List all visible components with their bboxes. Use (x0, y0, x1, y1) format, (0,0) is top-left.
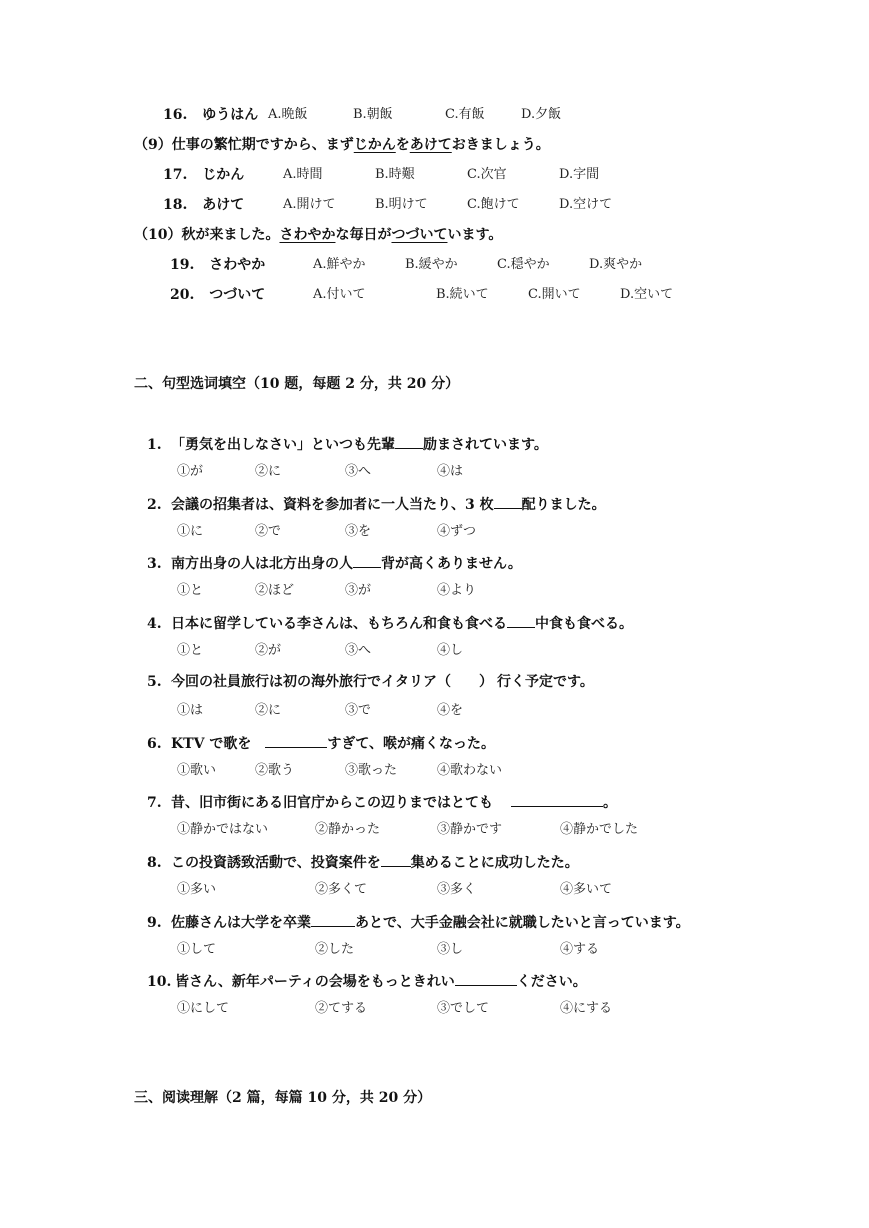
sentence-text: おきましょう。 (451, 137, 550, 153)
option-a: A.開けて (283, 197, 336, 212)
question-number: 4. (147, 616, 162, 632)
grammar-question-8 (147, 852, 579, 872)
option-a: A.付いて (313, 287, 366, 302)
choice-4[interactable]: ④し (437, 643, 464, 658)
question-word: あけて (202, 197, 245, 213)
question-stem: すぎて、喉が痛くなった。 (327, 736, 496, 752)
question-stem: 中食も食べる。 (535, 616, 633, 632)
sentence-text: います。 (447, 227, 503, 243)
answer-blank[interactable] (395, 434, 423, 449)
answer-blank[interactable] (265, 733, 327, 748)
choice-2[interactable]: ②静かった (315, 822, 381, 837)
question-stem: 「勇気を出しなさい」といつも先輩 (171, 437, 395, 453)
answer-blank[interactable] (507, 613, 535, 628)
sentence-text: （10）秋が来ました。 (134, 227, 280, 243)
option-b: B.続いて (436, 287, 489, 302)
question-stem: 昔、旧市街にある旧官庁からこの辺りまではとても (171, 795, 493, 811)
question-stem: 日本に留学している李さんは、もちろん和食も食べる (171, 616, 507, 632)
option-c: C.開いて (528, 287, 581, 302)
answer-blank[interactable] (494, 494, 522, 509)
question-number: 19. (170, 257, 195, 273)
answer-blank[interactable] (511, 792, 603, 807)
question-stem: あとで、大手金融会社に就職したいと言っています。 (355, 915, 690, 931)
option-b: B.明けて (375, 197, 428, 212)
choice-1[interactable]: ①と (177, 643, 204, 658)
option-d: D.爽やか (589, 257, 643, 272)
choice-3[interactable]: ③を (345, 524, 372, 539)
question-number: 20. (170, 287, 195, 303)
answer-blank[interactable] (311, 912, 355, 927)
answer-blank[interactable] (455, 971, 517, 986)
question-number: 18. (163, 197, 188, 213)
choice-3[interactable]: ③が (345, 583, 372, 598)
choice-2[interactable]: ②多くて (315, 882, 368, 897)
question-stem: KTV で歌を (171, 736, 252, 752)
grammar-question-5 (147, 673, 594, 691)
choice-1[interactable]: ①が (177, 464, 204, 479)
option-c: C.次官 (467, 167, 507, 182)
option-c: C.穏やか (497, 257, 550, 272)
choice-3[interactable]: ③で (345, 703, 372, 718)
question-stem: 集めることに成功したた。 (410, 855, 579, 871)
grammar-question-6 (147, 733, 495, 753)
answer-blank[interactable] (381, 852, 411, 867)
option-d: D.空けて (559, 197, 613, 212)
choice-4[interactable]: ④静かでした (560, 822, 639, 837)
section-2-title: 二、句型选词填空（10 题，每题 2 分，共 20 分） (134, 376, 460, 392)
option-a: A.晩飯 (268, 107, 308, 122)
question-17 (163, 166, 244, 184)
question-stem: 。 (603, 795, 617, 811)
sentence-text: （9）仕事の繁忙期ですから、まず (134, 137, 354, 153)
answer-blank[interactable] (353, 553, 381, 568)
grammar-question-4 (147, 613, 633, 633)
choice-1[interactable]: ①多い (177, 882, 217, 897)
question-19 (170, 256, 265, 274)
choice-1[interactable]: ①は (177, 703, 204, 718)
question-number: 6. (147, 736, 162, 752)
choice-3[interactable]: ③静かです (437, 822, 503, 837)
choice-2[interactable]: ②歌う (255, 763, 295, 778)
choice-4[interactable]: ④ずつ (437, 524, 477, 539)
question-number: 2. (147, 497, 162, 513)
question-word: さわやか (209, 257, 266, 273)
choice-4[interactable]: ④する (560, 942, 600, 957)
underlined-word: じかん (353, 137, 396, 153)
question-number: 5. (147, 674, 162, 690)
question-20 (170, 286, 265, 304)
choice-1[interactable]: ①と (177, 583, 204, 598)
choice-3[interactable]: ③へ (345, 643, 372, 658)
question-stem: 配りました。 (521, 497, 606, 513)
grammar-question-3 (147, 553, 522, 573)
question-16 (163, 106, 258, 124)
choice-4[interactable]: ④は (437, 464, 464, 479)
question-stem: 励まされています。 (423, 437, 548, 453)
choice-1[interactable]: ①して (177, 942, 217, 957)
choice-2[interactable]: ②が (255, 643, 282, 658)
option-b: B.緩やか (405, 257, 458, 272)
underlined-word: さわやか (279, 227, 336, 243)
sentence-9 (134, 136, 550, 154)
question-stem: ください。 (516, 974, 587, 990)
choice-3[interactable]: ③でして (437, 1001, 490, 1016)
sentence-text: を (395, 137, 410, 153)
option-b: B.朝飯 (353, 107, 393, 122)
sentence-text: な毎日が (335, 227, 392, 243)
question-number: 16. (163, 107, 188, 123)
choice-2[interactable]: ②に (255, 464, 282, 479)
underlined-word: つづいて (391, 227, 448, 243)
grammar-question-2 (147, 494, 606, 514)
question-stem: 南方出身の人は北方出身の人 (171, 556, 353, 572)
question-stem: 行く予定です。 (497, 674, 594, 690)
choice-4[interactable]: ④にする (560, 1001, 613, 1016)
option-b: B.時艱 (375, 167, 415, 182)
option-d: D.夕飯 (521, 107, 562, 122)
option-c: C.有飯 (445, 107, 485, 122)
choice-2[interactable]: ②で (255, 524, 282, 539)
choice-4[interactable]: ④を (437, 703, 464, 718)
question-number: 17. (163, 167, 188, 183)
choice-2[interactable]: ②した (315, 942, 355, 957)
option-d: D.字間 (559, 167, 600, 182)
question-stem: この投資誘致活動で、投資案件を (171, 855, 381, 871)
question-stem: 皆さん、新年パーティの会場をもっときれい (175, 974, 455, 990)
question-stem: 会議の招集者は、資料を参加者に一人当たり、3 枚 (171, 497, 494, 513)
choice-2[interactable]: ②ほど (255, 583, 295, 598)
question-number: 3. (147, 556, 162, 572)
option-a: A.鮮やか (313, 257, 366, 272)
choice-1[interactable]: ①に (177, 524, 204, 539)
question-stem: 佐藤さんは大学を卒業 (171, 915, 311, 931)
choice-1[interactable]: ①歌い (177, 763, 217, 778)
grammar-question-1 (147, 434, 548, 454)
option-d: D.空いて (620, 287, 674, 302)
question-number: 1. (147, 437, 162, 453)
question-stem: 今回の社員旅行は初の海外旅行でイタリア（ ） (171, 674, 493, 690)
choice-2[interactable]: ②てする (315, 1001, 368, 1016)
question-number: 7. (147, 795, 162, 811)
choice-3[interactable]: ③歌った (345, 763, 398, 778)
question-stem: 背が高くありません。 (381, 556, 522, 572)
choice-3[interactable]: ③し (437, 942, 464, 957)
choice-1[interactable]: ①にして (177, 1001, 230, 1016)
question-word: ゆうはん (202, 107, 259, 123)
option-a: A.時間 (283, 167, 323, 182)
choice-3[interactable]: ③多く (437, 882, 477, 897)
section-3-title: 三、阅读理解（2 篇，每篇 10 分，共 20 分） (134, 1090, 432, 1106)
question-number: 8. (147, 855, 162, 871)
grammar-question-9 (147, 912, 690, 932)
grammar-question-7 (147, 792, 617, 812)
choice-4[interactable]: ④より (437, 583, 477, 598)
choice-1[interactable]: ①静かではない (177, 822, 269, 837)
underlined-word: あけて (409, 137, 452, 153)
choice-4[interactable]: ④歌わない (437, 763, 503, 778)
choice-2[interactable]: ②に (255, 703, 282, 718)
question-word: つづいて (209, 287, 266, 303)
question-number: 10. (147, 974, 172, 990)
choice-4[interactable]: ④多いて (560, 882, 613, 897)
sentence-10 (134, 226, 502, 244)
choice-3[interactable]: ③へ (345, 464, 372, 479)
question-18 (163, 196, 244, 214)
option-c: C.飽けて (467, 197, 520, 212)
question-word: じかん (202, 167, 245, 183)
grammar-question-10 (147, 971, 587, 991)
question-number: 9. (147, 915, 162, 931)
